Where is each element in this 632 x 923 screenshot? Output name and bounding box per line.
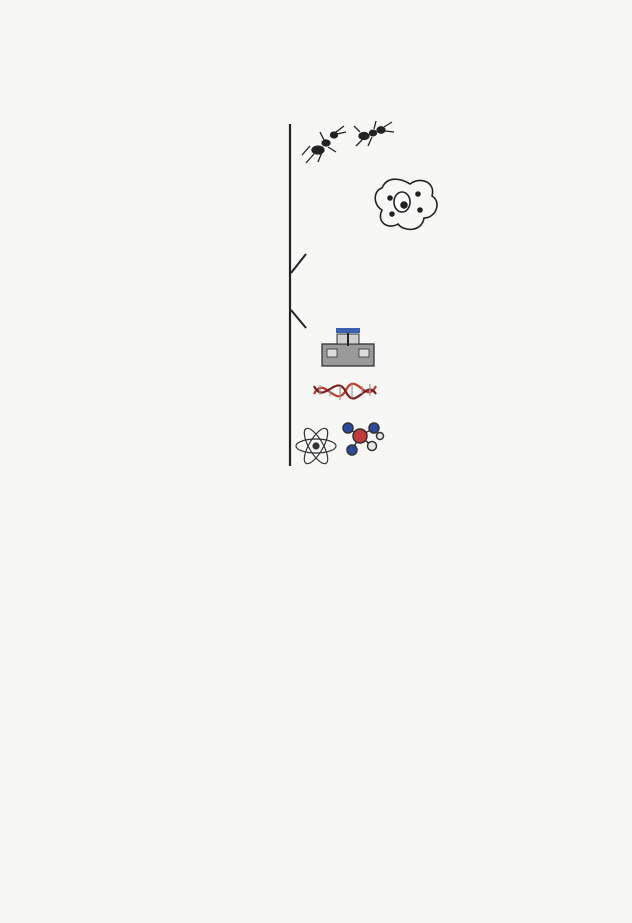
ant-icon-2 [354, 121, 394, 146]
dna-icon [314, 384, 376, 400]
atom-icon [296, 425, 336, 467]
scale-figure [0, 110, 632, 490]
ant-icon [302, 126, 346, 163]
cell-icon [375, 179, 437, 229]
molecule-icon [343, 423, 384, 455]
spectrum-bracket [291, 254, 306, 328]
transistor-icon [322, 328, 374, 366]
